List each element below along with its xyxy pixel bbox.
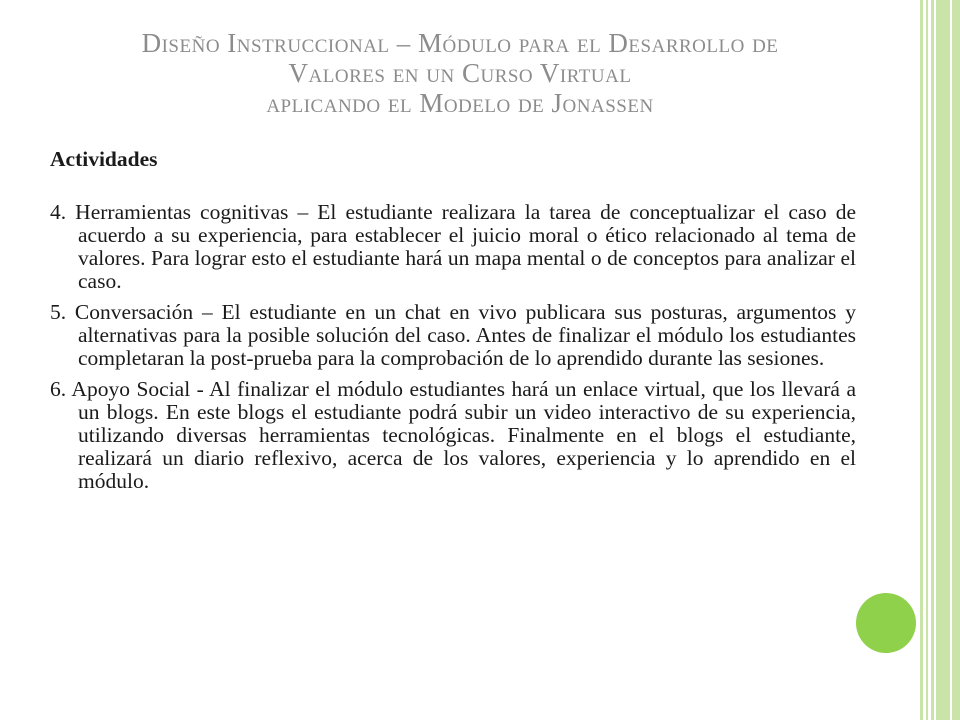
activity-item: 4. Herramientas cognitivas – El estudiante realizara la tarea de conceptualizar el caso de acuerdo a su experiencia, para establecer el juicio moral o ético relacionado al tema de valores. Para lograr esto el estudiante hará un mapa mental o de conceptos para analizar el caso. [50, 200, 856, 293]
slide-title-line: aplicando el Modelo de Jonassen [266, 88, 654, 118]
decorative-stripe-gap [934, 0, 936, 720]
slide-title-line: Valores en un Curso Virtual [288, 58, 632, 88]
slide-body [50, 148, 856, 501]
activity-item: 5. Conversación – El estudiante en un chat en vivo publicara sus posturas, argumentos y alternativas para la posible solución del caso. Antes de finalizar el módulo los estudiantes completaran la post-prueba para la comprobación de lo aprendido durante las sesiones. [50, 300, 856, 370]
slide-title [40, 28, 880, 118]
slide-title-line: Diseño Instruccional – Módulo para el Desarrollo de [141, 28, 779, 58]
decorative-stripe-gap [950, 0, 952, 720]
green-circle-decoration [856, 593, 916, 653]
section-heading: Actividades [50, 147, 158, 171]
decorative-stripe [920, 0, 923, 720]
decorative-stripe [926, 0, 928, 720]
activity-item: 6. Apoyo Social - Al finalizar el módulo estudiantes hará un enlace virtual, que los llevará a un blogs. En este blogs el estudiante podrá subir un video interactivo de su experiencia, utilizando diversas herramientas tecnológicas. Finalmente en el blogs el estudiante, realizará un diario reflexivo, acerca de los valores, experiencia y lo aprendido en el módulo. [50, 377, 856, 493]
